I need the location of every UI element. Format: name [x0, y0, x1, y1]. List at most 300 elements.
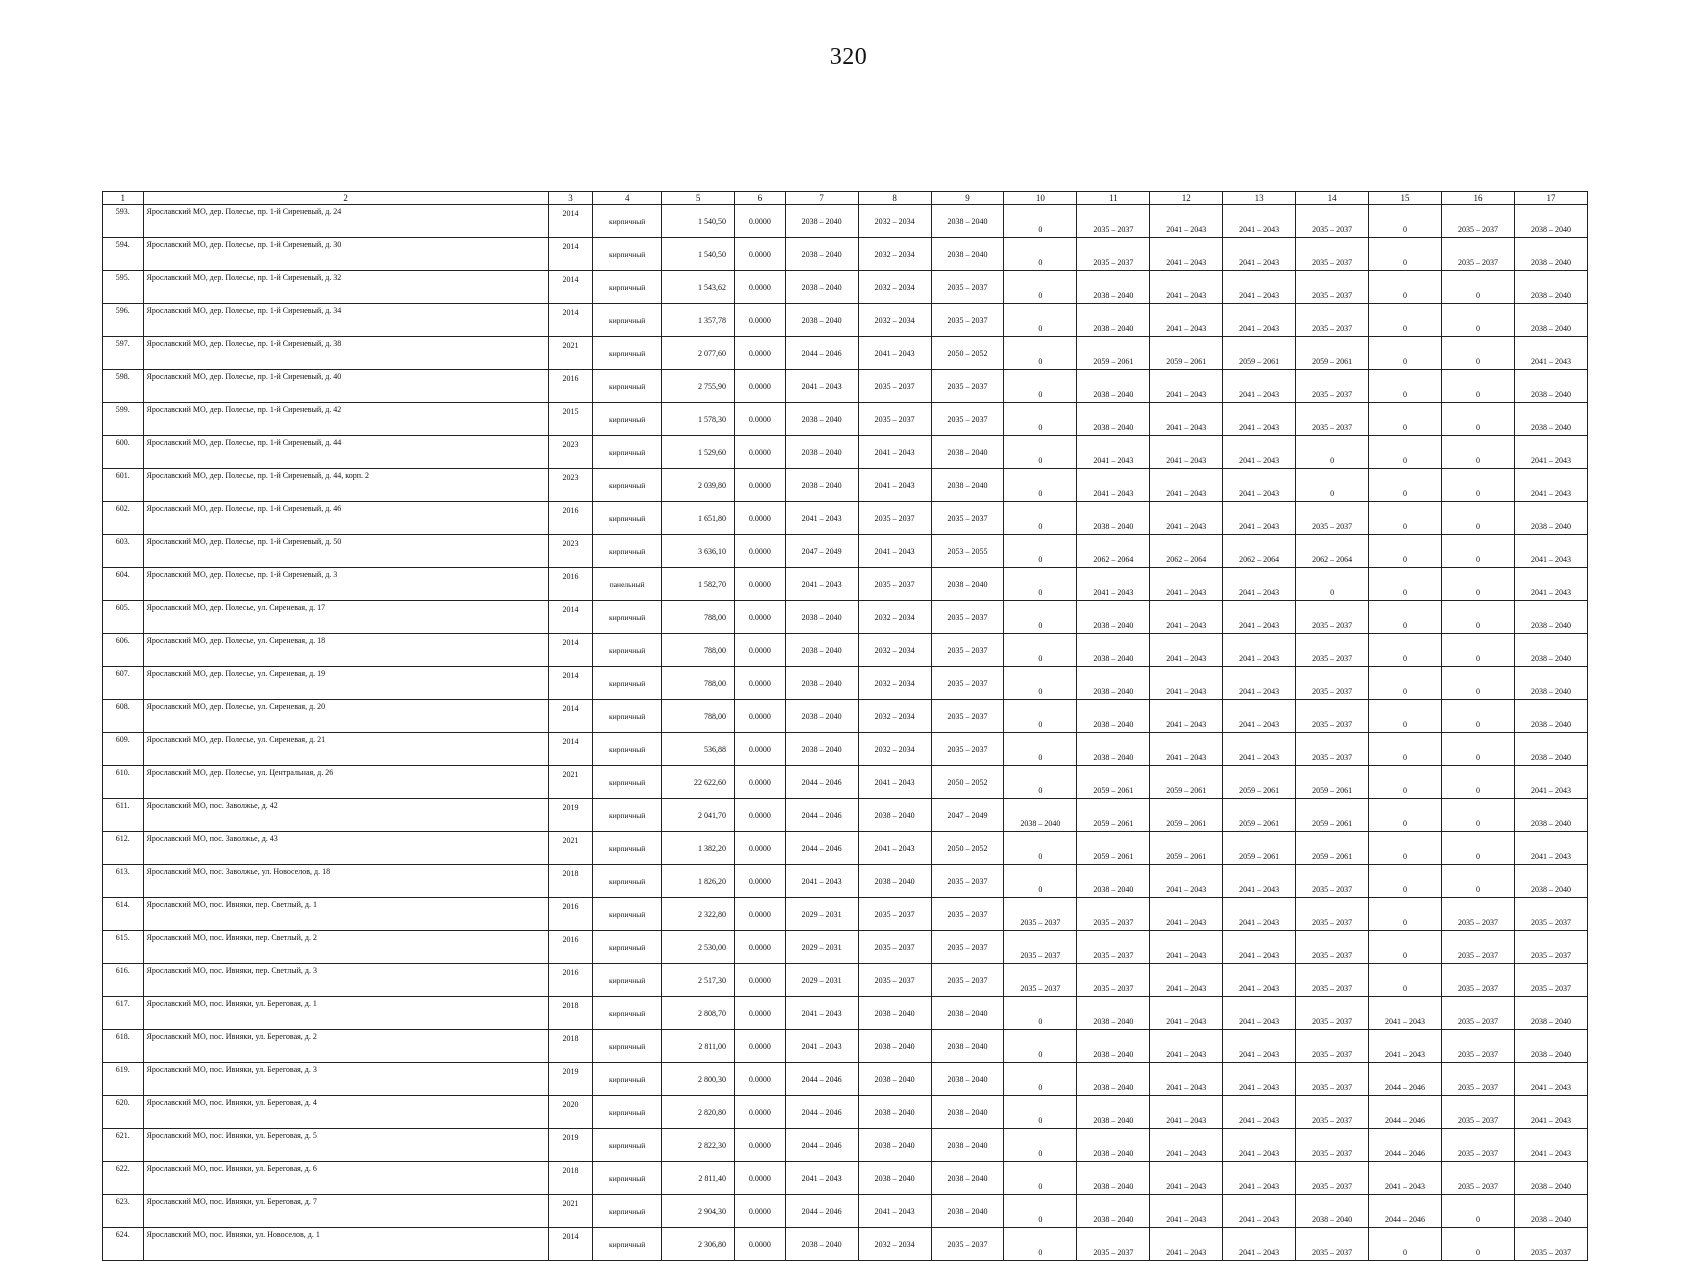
cell-area: 1 540,50 — [662, 205, 735, 238]
cell-area: 788,00 — [662, 667, 735, 700]
cell-value-col-15: 2044 – 2046 — [1369, 1096, 1442, 1129]
cell-value-col-15: 0 — [1369, 667, 1442, 700]
cell-row-number: 603. — [103, 535, 144, 568]
cell-value-col-12: 2041 – 2043 — [1150, 931, 1223, 964]
cell-year: 2019 — [548, 799, 593, 832]
cell-value-col-15: 0 — [1369, 436, 1442, 469]
cell-value-col-13: 2059 – 2061 — [1223, 337, 1296, 370]
table-row — [103, 898, 1588, 931]
cell-year: 2018 — [548, 865, 593, 898]
cell-wall-material: кирпичный — [593, 1096, 662, 1129]
cell-row-number: 611. — [103, 799, 144, 832]
cell-value-col-17: 2041 – 2043 — [1514, 436, 1587, 469]
cell-value-col-15: 0 — [1369, 304, 1442, 337]
cell-row-number: 608. — [103, 700, 144, 733]
cell-wall-material: кирпичный — [593, 799, 662, 832]
cell-value-col-14: 2035 – 2037 — [1296, 271, 1369, 304]
table-row — [103, 1162, 1588, 1195]
cell-wall-material: кирпичный — [593, 1129, 662, 1162]
cell-wall-material: кирпичный — [593, 205, 662, 238]
cell-area: 22 622,60 — [662, 766, 735, 799]
cell-address: Ярославский МО, дер. Полесье, ул. Центральная, д. 26 — [143, 766, 548, 799]
cell-value-col-12: 2041 – 2043 — [1150, 1063, 1223, 1096]
cell-area: 1 529,60 — [662, 436, 735, 469]
cell-value-col-16: 0 — [1441, 865, 1514, 898]
cell-value-col-7: 2029 – 2031 — [785, 931, 858, 964]
cell-value-col-12: 2041 – 2043 — [1150, 1030, 1223, 1063]
cell-value-col-13: 2041 – 2043 — [1223, 1096, 1296, 1129]
cell-value-col-11: 2038 – 2040 — [1077, 1195, 1150, 1228]
column-header-15: 15 — [1369, 192, 1442, 205]
cell-value-col-8: 2035 – 2037 — [858, 931, 931, 964]
cell-value-col-16: 0 — [1441, 568, 1514, 601]
cell-value-col-11: 2038 – 2040 — [1077, 1162, 1150, 1195]
cell-value-col-14: 2038 – 2040 — [1296, 1195, 1369, 1228]
document-table-container — [102, 191, 1588, 1261]
cell-value-col-11: 2062 – 2064 — [1077, 535, 1150, 568]
cell-value-col-11: 2038 – 2040 — [1077, 502, 1150, 535]
cell-value-col-16: 0 — [1441, 403, 1514, 436]
cell-year: 2016 — [548, 370, 593, 403]
cell-value-col-10: 0 — [1004, 337, 1077, 370]
cell-value-col-10: 0 — [1004, 205, 1077, 238]
cell-value-col-16: 0 — [1441, 766, 1514, 799]
cell-value-col-17: 2038 – 2040 — [1514, 601, 1587, 634]
cell-value-col-8: 2032 – 2034 — [858, 205, 931, 238]
cell-value-col-14: 0 — [1296, 436, 1369, 469]
cell-value-col-8: 2032 – 2034 — [858, 700, 931, 733]
cell-value-col-17: 2038 – 2040 — [1514, 370, 1587, 403]
table-row — [103, 700, 1588, 733]
cell-value-col-6: 0.0000 — [735, 1162, 786, 1195]
cell-value-col-8: 2032 – 2034 — [858, 634, 931, 667]
cell-value-col-17: 2038 – 2040 — [1514, 865, 1587, 898]
cell-value-col-9: 2038 – 2040 — [931, 436, 1004, 469]
cell-value-col-8: 2038 – 2040 — [858, 1096, 931, 1129]
cell-value-col-6: 0.0000 — [735, 205, 786, 238]
cell-year: 2023 — [548, 436, 593, 469]
cell-value-col-6: 0.0000 — [735, 766, 786, 799]
cell-row-number: 609. — [103, 733, 144, 766]
cell-value-col-16: 0 — [1441, 469, 1514, 502]
cell-value-col-10: 2038 – 2040 — [1004, 799, 1077, 832]
cell-value-col-12: 2041 – 2043 — [1150, 865, 1223, 898]
cell-value-col-8: 2038 – 2040 — [858, 997, 931, 1030]
cell-value-col-8: 2035 – 2037 — [858, 502, 931, 535]
cell-value-col-7: 2041 – 2043 — [785, 865, 858, 898]
cell-value-col-9: 2035 – 2037 — [931, 964, 1004, 997]
cell-wall-material: кирпичный — [593, 403, 662, 436]
cell-value-col-12: 2059 – 2061 — [1150, 832, 1223, 865]
cell-row-number: 619. — [103, 1063, 144, 1096]
cell-value-col-13: 2041 – 2043 — [1223, 997, 1296, 1030]
cell-value-col-11: 2035 – 2037 — [1077, 1228, 1150, 1261]
cell-year: 2018 — [548, 1162, 593, 1195]
cell-year: 2016 — [548, 931, 593, 964]
cell-value-col-6: 0.0000 — [735, 1195, 786, 1228]
cell-value-col-12: 2041 – 2043 — [1150, 469, 1223, 502]
cell-value-col-16: 0 — [1441, 601, 1514, 634]
cell-value-col-10: 0 — [1004, 304, 1077, 337]
column-header-5: 5 — [662, 192, 735, 205]
column-header-2: 2 — [143, 192, 548, 205]
cell-address: Ярославский МО, дер. Полесье, пр. 1-й Сиреневый, д. 42 — [143, 403, 548, 436]
cell-value-col-17: 2038 – 2040 — [1514, 403, 1587, 436]
cell-address: Ярославский МО, пос. Ивняки, пер. Светлый, д. 3 — [143, 964, 548, 997]
cell-area: 1 543,62 — [662, 271, 735, 304]
cell-year: 2014 — [548, 205, 593, 238]
cell-wall-material: кирпичный — [593, 238, 662, 271]
cell-value-col-7: 2038 – 2040 — [785, 634, 858, 667]
cell-value-col-11: 2038 – 2040 — [1077, 667, 1150, 700]
cell-value-col-15: 0 — [1369, 832, 1442, 865]
cell-value-col-11: 2035 – 2037 — [1077, 205, 1150, 238]
cell-value-col-12: 2041 – 2043 — [1150, 733, 1223, 766]
cell-value-col-10: 0 — [1004, 667, 1077, 700]
column-header-9: 9 — [931, 192, 1004, 205]
table-row — [103, 304, 1588, 337]
cell-value-col-9: 2035 – 2037 — [931, 271, 1004, 304]
cell-row-number: 600. — [103, 436, 144, 469]
cell-value-col-6: 0.0000 — [735, 1129, 786, 1162]
cell-value-col-14: 2035 – 2037 — [1296, 205, 1369, 238]
cell-value-col-16: 0 — [1441, 667, 1514, 700]
cell-address: Ярославский МО, дер. Полесье, пр. 1-й Сиреневый, д. 34 — [143, 304, 548, 337]
cell-value-col-9: 2038 – 2040 — [931, 1063, 1004, 1096]
cell-value-col-6: 0.0000 — [735, 1030, 786, 1063]
cell-address: Ярославский МО, пос. Ивняки, ул. Береговая, д. 3 — [143, 1063, 548, 1096]
cell-value-col-9: 2035 – 2037 — [931, 370, 1004, 403]
cell-year: 2020 — [548, 1096, 593, 1129]
cell-value-col-14: 2035 – 2037 — [1296, 964, 1369, 997]
cell-year: 2021 — [548, 337, 593, 370]
cell-value-col-12: 2041 – 2043 — [1150, 238, 1223, 271]
cell-value-col-16: 0 — [1441, 634, 1514, 667]
column-header-8: 8 — [858, 192, 931, 205]
cell-value-col-7: 2038 – 2040 — [785, 436, 858, 469]
cell-value-col-13: 2041 – 2043 — [1223, 1195, 1296, 1228]
cell-area: 2 517,30 — [662, 964, 735, 997]
cell-value-col-9: 2038 – 2040 — [931, 1096, 1004, 1129]
cell-value-col-6: 0.0000 — [735, 1096, 786, 1129]
cell-value-col-11: 2038 – 2040 — [1077, 403, 1150, 436]
cell-value-col-11: 2059 – 2061 — [1077, 766, 1150, 799]
cell-wall-material: кирпичный — [593, 964, 662, 997]
cell-value-col-13: 2059 – 2061 — [1223, 766, 1296, 799]
cell-value-col-17: 2041 – 2043 — [1514, 766, 1587, 799]
cell-value-col-14: 2035 – 2037 — [1296, 238, 1369, 271]
cell-year: 2016 — [548, 568, 593, 601]
column-header-4: 4 — [593, 192, 662, 205]
cell-value-col-15: 0 — [1369, 634, 1442, 667]
cell-value-col-16: 0 — [1441, 502, 1514, 535]
cell-value-col-7: 2038 – 2040 — [785, 403, 858, 436]
cell-value-col-6: 0.0000 — [735, 667, 786, 700]
cell-row-number: 595. — [103, 271, 144, 304]
cell-value-col-10: 0 — [1004, 568, 1077, 601]
cell-value-col-17: 2041 – 2043 — [1514, 337, 1587, 370]
cell-value-col-15: 0 — [1369, 733, 1442, 766]
cell-address: Ярославский МО, пос. Заволжье, ул. Новоселов, д. 18 — [143, 865, 548, 898]
cell-value-col-15: 0 — [1369, 502, 1442, 535]
cell-value-col-14: 2035 – 2037 — [1296, 898, 1369, 931]
cell-value-col-14: 2035 – 2037 — [1296, 304, 1369, 337]
cell-value-col-13: 2041 – 2043 — [1223, 469, 1296, 502]
cell-year: 2014 — [548, 733, 593, 766]
cell-area: 3 636,10 — [662, 535, 735, 568]
table-row — [103, 766, 1588, 799]
cell-value-col-11: 2038 – 2040 — [1077, 1096, 1150, 1129]
table-row — [103, 1228, 1588, 1261]
cell-area: 2 041,70 — [662, 799, 735, 832]
cell-value-col-10: 0 — [1004, 436, 1077, 469]
cell-value-col-12: 2059 – 2061 — [1150, 799, 1223, 832]
cell-row-number: 623. — [103, 1195, 144, 1228]
cell-value-col-11: 2059 – 2061 — [1077, 799, 1150, 832]
cell-row-number: 614. — [103, 898, 144, 931]
cell-row-number: 606. — [103, 634, 144, 667]
cell-value-col-17: 2035 – 2037 — [1514, 1228, 1587, 1261]
cell-value-col-12: 2041 – 2043 — [1150, 1096, 1223, 1129]
cell-value-col-14: 2035 – 2037 — [1296, 1063, 1369, 1096]
cell-value-col-12: 2041 – 2043 — [1150, 964, 1223, 997]
cell-wall-material: кирпичный — [593, 370, 662, 403]
cell-value-col-16: 2035 – 2037 — [1441, 238, 1514, 271]
cell-value-col-17: 2041 – 2043 — [1514, 1096, 1587, 1129]
cell-address: Ярославский МО, пос. Ивняки, ул. Новоселов, д. 1 — [143, 1228, 548, 1261]
cell-address: Ярославский МО, дер. Полесье, пр. 1-й Сиреневый, д. 46 — [143, 502, 548, 535]
cell-value-col-15: 0 — [1369, 370, 1442, 403]
cell-value-col-15: 2041 – 2043 — [1369, 1030, 1442, 1063]
cell-value-col-16: 2035 – 2037 — [1441, 997, 1514, 1030]
cell-address: Ярославский МО, дер. Полесье, пр. 1-й Сиреневый, д. 24 — [143, 205, 548, 238]
cell-address: Ярославский МО, пос. Заволжье, д. 43 — [143, 832, 548, 865]
cell-area: 2 811,00 — [662, 1030, 735, 1063]
table-header-row — [103, 192, 1588, 205]
cell-value-col-15: 2044 – 2046 — [1369, 1129, 1442, 1162]
cell-value-col-16: 0 — [1441, 1228, 1514, 1261]
cell-value-col-9: 2038 – 2040 — [931, 469, 1004, 502]
cell-area: 2 306,80 — [662, 1228, 735, 1261]
cell-wall-material: панельный — [593, 568, 662, 601]
cell-value-col-13: 2041 – 2043 — [1223, 205, 1296, 238]
cell-year: 2018 — [548, 997, 593, 1030]
cell-value-col-7: 2038 – 2040 — [785, 469, 858, 502]
cell-value-col-7: 2041 – 2043 — [785, 502, 858, 535]
cell-value-col-8: 2035 – 2037 — [858, 370, 931, 403]
cell-value-col-7: 2041 – 2043 — [785, 1162, 858, 1195]
cell-value-col-10: 0 — [1004, 601, 1077, 634]
cell-value-col-13: 2041 – 2043 — [1223, 568, 1296, 601]
cell-value-col-15: 0 — [1369, 205, 1442, 238]
cell-value-col-11: 2038 – 2040 — [1077, 601, 1150, 634]
cell-value-col-11: 2041 – 2043 — [1077, 436, 1150, 469]
cell-year: 2021 — [548, 1195, 593, 1228]
cell-value-col-12: 2041 – 2043 — [1150, 271, 1223, 304]
cell-value-col-9: 2038 – 2040 — [931, 1129, 1004, 1162]
cell-value-col-6: 0.0000 — [735, 700, 786, 733]
cell-value-col-8: 2038 – 2040 — [858, 865, 931, 898]
cell-value-col-16: 0 — [1441, 700, 1514, 733]
cell-value-col-15: 0 — [1369, 535, 1442, 568]
cell-value-col-8: 2032 – 2034 — [858, 601, 931, 634]
cell-year: 2014 — [548, 271, 593, 304]
cell-value-col-16: 2035 – 2037 — [1441, 1030, 1514, 1063]
cell-value-col-10: 0 — [1004, 1195, 1077, 1228]
cell-row-number: 620. — [103, 1096, 144, 1129]
cell-value-col-10: 0 — [1004, 997, 1077, 1030]
cell-value-col-7: 2038 – 2040 — [785, 1228, 858, 1261]
cell-value-col-8: 2041 – 2043 — [858, 1195, 931, 1228]
document-table — [102, 191, 1588, 1261]
cell-value-col-12: 2041 – 2043 — [1150, 634, 1223, 667]
cell-address: Ярославский МО, дер. Полесье, ул. Сиреневая, д. 19 — [143, 667, 548, 700]
cell-value-col-16: 0 — [1441, 370, 1514, 403]
cell-address: Ярославский МО, пос. Ивняки, ул. Береговая, д. 6 — [143, 1162, 548, 1195]
cell-address: Ярославский МО, пос. Заволжье, д. 42 — [143, 799, 548, 832]
cell-row-number: 607. — [103, 667, 144, 700]
cell-row-number: 598. — [103, 370, 144, 403]
cell-area: 1 382,20 — [662, 832, 735, 865]
cell-wall-material: кирпичный — [593, 436, 662, 469]
cell-area: 1 357,78 — [662, 304, 735, 337]
cell-value-col-17: 2038 – 2040 — [1514, 205, 1587, 238]
cell-year: 2019 — [548, 1129, 593, 1162]
cell-value-col-17: 2035 – 2037 — [1514, 964, 1587, 997]
cell-value-col-9: 2035 – 2037 — [931, 865, 1004, 898]
cell-value-col-8: 2032 – 2034 — [858, 1228, 931, 1261]
cell-value-col-13: 2041 – 2043 — [1223, 700, 1296, 733]
cell-value-col-14: 2035 – 2037 — [1296, 1096, 1369, 1129]
cell-value-col-10: 0 — [1004, 469, 1077, 502]
cell-value-col-6: 0.0000 — [735, 403, 786, 436]
cell-value-col-13: 2041 – 2043 — [1223, 898, 1296, 931]
cell-value-col-9: 2035 – 2037 — [931, 601, 1004, 634]
cell-value-col-6: 0.0000 — [735, 964, 786, 997]
cell-value-col-6: 0.0000 — [735, 337, 786, 370]
cell-wall-material: кирпичный — [593, 271, 662, 304]
cell-value-col-8: 2038 – 2040 — [858, 799, 931, 832]
cell-value-col-6: 0.0000 — [735, 370, 786, 403]
cell-value-col-10: 0 — [1004, 1129, 1077, 1162]
cell-row-number: 621. — [103, 1129, 144, 1162]
table-row — [103, 799, 1588, 832]
cell-address: Ярославский МО, дер. Полесье, пр. 1-й Сиреневый, д. 50 — [143, 535, 548, 568]
table-row — [103, 1195, 1588, 1228]
cell-area: 788,00 — [662, 634, 735, 667]
cell-value-col-9: 2050 – 2052 — [931, 337, 1004, 370]
cell-value-col-9: 2035 – 2037 — [931, 502, 1004, 535]
cell-row-number: 597. — [103, 337, 144, 370]
cell-value-col-12: 2041 – 2043 — [1150, 898, 1223, 931]
cell-value-col-11: 2038 – 2040 — [1077, 370, 1150, 403]
cell-year: 2014 — [548, 700, 593, 733]
cell-value-col-9: 2035 – 2037 — [931, 700, 1004, 733]
cell-area: 536,88 — [662, 733, 735, 766]
cell-value-col-13: 2041 – 2043 — [1223, 601, 1296, 634]
cell-value-col-6: 0.0000 — [735, 931, 786, 964]
cell-value-col-9: 2035 – 2037 — [931, 304, 1004, 337]
cell-value-col-12: 2041 – 2043 — [1150, 1162, 1223, 1195]
cell-value-col-16: 0 — [1441, 535, 1514, 568]
cell-value-col-16: 2035 – 2037 — [1441, 205, 1514, 238]
cell-value-col-9: 2035 – 2037 — [931, 733, 1004, 766]
column-header-10: 10 — [1004, 192, 1077, 205]
cell-value-col-12: 2059 – 2061 — [1150, 766, 1223, 799]
cell-value-col-14: 2059 – 2061 — [1296, 799, 1369, 832]
cell-value-col-13: 2041 – 2043 — [1223, 1228, 1296, 1261]
cell-value-col-14: 2035 – 2037 — [1296, 1162, 1369, 1195]
cell-year: 2021 — [548, 766, 593, 799]
cell-row-number: 624. — [103, 1228, 144, 1261]
cell-value-col-10: 0 — [1004, 403, 1077, 436]
cell-value-col-11: 2035 – 2037 — [1077, 931, 1150, 964]
cell-value-col-11: 2038 – 2040 — [1077, 865, 1150, 898]
cell-value-col-14: 0 — [1296, 469, 1369, 502]
cell-year: 2023 — [548, 535, 593, 568]
cell-value-col-11: 2035 – 2037 — [1077, 238, 1150, 271]
cell-value-col-7: 2047 – 2049 — [785, 535, 858, 568]
cell-value-col-15: 0 — [1369, 568, 1442, 601]
cell-address: Ярославский МО, пос. Ивняки, ул. Береговая, д. 4 — [143, 1096, 548, 1129]
cell-value-col-9: 2035 – 2037 — [931, 931, 1004, 964]
cell-address: Ярославский МО, дер. Полесье, пр. 1-й Сиреневый, д. 40 — [143, 370, 548, 403]
cell-value-col-12: 2041 – 2043 — [1150, 370, 1223, 403]
cell-value-col-7: 2044 – 2046 — [785, 832, 858, 865]
cell-value-col-17: 2041 – 2043 — [1514, 1129, 1587, 1162]
table-row — [103, 469, 1588, 502]
cell-address: Ярославский МО, пос. Ивняки, ул. Береговая, д. 2 — [143, 1030, 548, 1063]
cell-wall-material: кирпичный — [593, 1063, 662, 1096]
column-header-6: 6 — [735, 192, 786, 205]
cell-row-number: 602. — [103, 502, 144, 535]
cell-value-col-6: 0.0000 — [735, 502, 786, 535]
cell-wall-material: кирпичный — [593, 733, 662, 766]
cell-value-col-16: 0 — [1441, 733, 1514, 766]
cell-value-col-17: 2038 – 2040 — [1514, 1162, 1587, 1195]
cell-value-col-17: 2038 – 2040 — [1514, 667, 1587, 700]
cell-value-col-7: 2041 – 2043 — [785, 568, 858, 601]
cell-value-col-15: 2044 – 2046 — [1369, 1063, 1442, 1096]
cell-value-col-9: 2035 – 2037 — [931, 898, 1004, 931]
table-row — [103, 502, 1588, 535]
cell-value-col-13: 2041 – 2043 — [1223, 931, 1296, 964]
cell-value-col-15: 0 — [1369, 601, 1442, 634]
cell-year: 2016 — [548, 964, 593, 997]
cell-value-col-11: 2038 – 2040 — [1077, 997, 1150, 1030]
cell-wall-material: кирпичный — [593, 469, 662, 502]
cell-wall-material: кирпичный — [593, 502, 662, 535]
cell-value-col-7: 2038 – 2040 — [785, 733, 858, 766]
cell-value-col-16: 0 — [1441, 799, 1514, 832]
cell-value-col-17: 2041 – 2043 — [1514, 832, 1587, 865]
cell-value-col-8: 2032 – 2034 — [858, 304, 931, 337]
cell-value-col-13: 2041 – 2043 — [1223, 634, 1296, 667]
cell-row-number: 610. — [103, 766, 144, 799]
cell-year: 2014 — [548, 238, 593, 271]
cell-value-col-14: 2035 – 2037 — [1296, 1030, 1369, 1063]
table-row — [103, 271, 1588, 304]
cell-value-col-16: 2035 – 2037 — [1441, 1129, 1514, 1162]
cell-value-col-6: 0.0000 — [735, 568, 786, 601]
cell-value-col-10: 2035 – 2037 — [1004, 898, 1077, 931]
cell-value-col-7: 2044 – 2046 — [785, 1195, 858, 1228]
cell-value-col-7: 2038 – 2040 — [785, 238, 858, 271]
cell-wall-material: кирпичный — [593, 1195, 662, 1228]
cell-value-col-12: 2041 – 2043 — [1150, 667, 1223, 700]
cell-value-col-11: 2059 – 2061 — [1077, 337, 1150, 370]
cell-wall-material: кирпичный — [593, 766, 662, 799]
